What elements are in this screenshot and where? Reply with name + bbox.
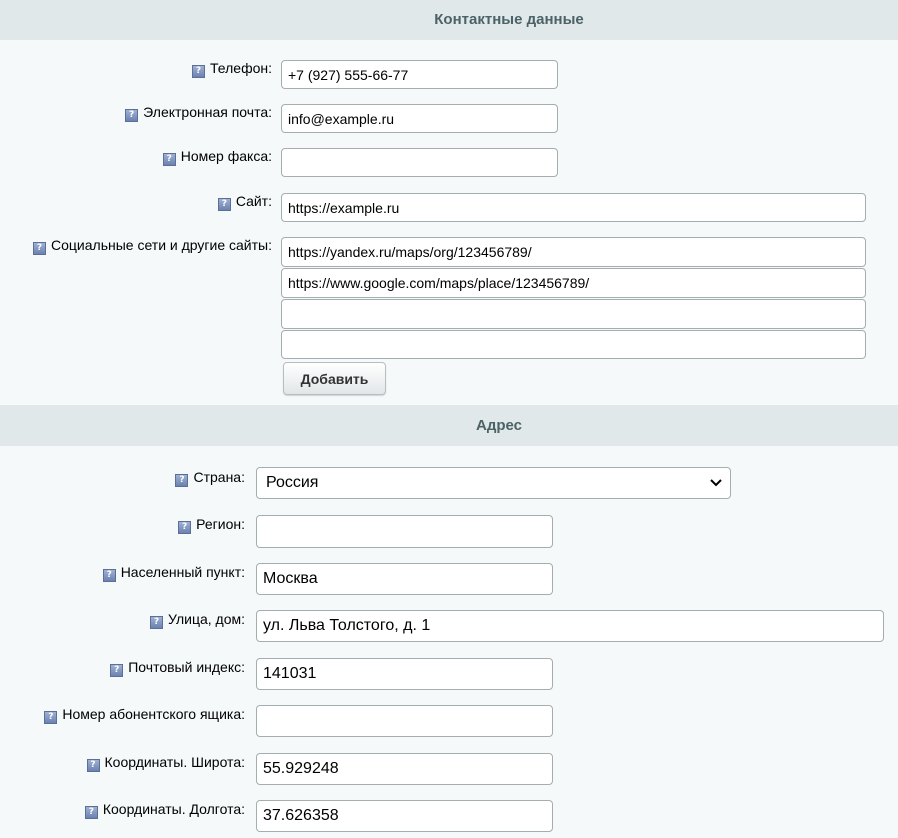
contacts-section-header: Контактные данные [0, 0, 898, 40]
lat-label [87, 754, 246, 772]
region-input[interactable] [256, 515, 553, 548]
email-label [125, 104, 272, 122]
email-input[interactable] [281, 104, 558, 133]
country-label-text: Страна: [193, 469, 245, 485]
help-icon[interactable]: ? [163, 153, 176, 166]
help-icon[interactable]: ? [33, 242, 46, 255]
pobox-label [44, 706, 245, 724]
street-label [150, 611, 245, 629]
social-input-4[interactable] [281, 330, 866, 359]
city-input[interactable] [256, 563, 553, 595]
fax-label-text: Номер факса: [180, 148, 272, 164]
site-label-text: Сайт: [235, 193, 272, 209]
lat-label-text: Координаты. Широта: [104, 754, 245, 770]
help-icon[interactable]: ? [125, 109, 138, 122]
lon-input[interactable] [256, 800, 553, 832]
address-section-header: Адрес [0, 405, 898, 446]
country-select-value: Россия [266, 474, 319, 491]
help-icon[interactable]: ? [178, 521, 191, 534]
site-label [218, 193, 272, 211]
city-label [103, 564, 245, 582]
social-input-3[interactable] [281, 299, 866, 329]
lon-label-text: Координаты. Долгота: [102, 801, 245, 817]
help-icon[interactable]: ? [44, 711, 57, 724]
postal-label-text: Почтовый индекс: [128, 659, 245, 675]
social-label-text: Социальные сети и другие сайты: [51, 237, 272, 253]
fax-input[interactable] [281, 148, 558, 177]
fax-label [163, 148, 272, 166]
city-label-text: Населенный пункт: [120, 564, 245, 580]
social-input-1[interactable] [281, 237, 866, 267]
street-label-text: Улица, дом: [168, 611, 245, 627]
pobox-label-text: Номер абонентского ящика: [62, 706, 245, 722]
phone-label-text: Телефон: [210, 60, 272, 76]
lon-label [85, 801, 245, 819]
region-label-text: Регион: [196, 516, 245, 532]
help-icon[interactable]: ? [175, 474, 188, 487]
postal-label [110, 659, 245, 677]
social-input-2[interactable] [281, 268, 866, 298]
social-label [33, 237, 272, 255]
help-icon[interactable]: ? [110, 664, 123, 677]
lat-input[interactable] [256, 753, 553, 785]
help-icon[interactable]: ? [85, 806, 98, 819]
street-input[interactable] [256, 610, 884, 642]
help-icon[interactable]: ? [218, 198, 231, 211]
phone-label [192, 60, 272, 78]
postal-input[interactable] [256, 658, 553, 690]
help-icon[interactable]: ? [87, 759, 100, 772]
region-label [178, 516, 245, 534]
add-social-button[interactable]: Добавить [283, 362, 386, 395]
chevron-down-icon [710, 478, 722, 488]
pobox-input[interactable] [256, 705, 553, 737]
help-icon[interactable]: ? [150, 616, 163, 629]
site-input[interactable] [281, 193, 866, 222]
help-icon[interactable]: ? [103, 569, 116, 582]
help-icon[interactable]: ? [192, 65, 205, 78]
country-label [175, 469, 245, 487]
phone-input[interactable] [281, 60, 558, 89]
email-label-text: Электронная почта: [143, 104, 272, 120]
country-select[interactable] [256, 467, 731, 499]
